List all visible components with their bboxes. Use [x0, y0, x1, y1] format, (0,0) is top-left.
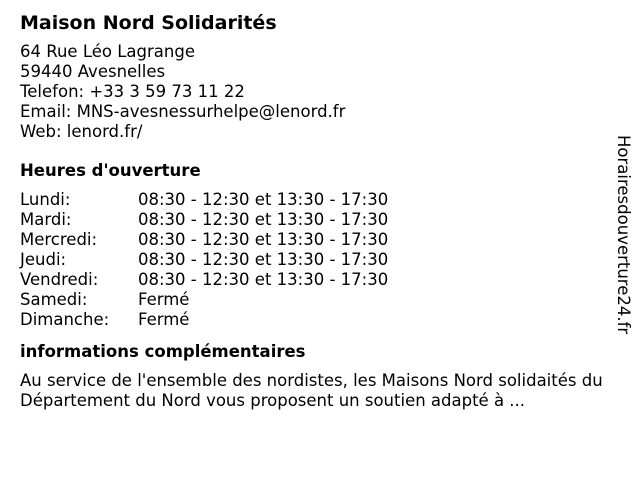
additional-info-heading: informations complémentaires — [20, 342, 306, 361]
watermark-text: Horairesdouverture24.fr — [614, 135, 633, 335]
email-line: Email: MNS-avesnessurhelpe@lenord.fr — [20, 102, 346, 121]
hours-row-thursday — [20, 250, 610, 270]
time-value: 08:30 - 12:30 et 13:30 - 17:30 — [138, 230, 389, 249]
day-label: Mardi: — [20, 210, 72, 229]
opening-hours-heading: Heures d'ouverture — [20, 161, 201, 180]
day-label: Lundi: — [20, 190, 71, 209]
phone-line: Telefon: +33 3 59 73 11 22 — [20, 82, 245, 101]
time-value: 08:30 - 12:30 et 13:30 - 17:30 — [138, 190, 389, 209]
time-value: 08:30 - 12:30 et 13:30 - 17:30 — [138, 270, 389, 289]
address-city: 59440 Avesnelles — [20, 62, 166, 81]
hours-row-tuesday — [20, 210, 610, 230]
address-block — [20, 42, 610, 142]
hours-row-saturday — [20, 290, 610, 310]
hours-row-monday — [20, 190, 610, 210]
day-label: Vendredi: — [20, 270, 99, 289]
place-name: Maison Nord Solidarités — [20, 12, 277, 34]
day-label: Jeudi: — [20, 250, 67, 269]
time-value: Fermé — [138, 310, 190, 329]
hours-row-sunday — [20, 310, 610, 330]
time-value: 08:30 - 12:30 et 13:30 - 17:30 — [138, 250, 389, 269]
additional-info-text: Au service de l'ensemble des nordistes, les Maisons Nord solidaités du Département du Nord vous proposent un soutien adapté à ... — [20, 371, 603, 410]
day-label: Dimanche: — [20, 310, 110, 329]
opening-hours-table — [20, 190, 610, 330]
address-street: 64 Rue Léo Lagrange — [20, 42, 195, 61]
hours-row-friday — [20, 270, 610, 290]
day-label: Samedi: — [20, 290, 88, 309]
day-label: Mercredi: — [20, 230, 98, 249]
time-value: Fermé — [138, 290, 190, 309]
place-details — [20, 10, 610, 411]
hours-row-wednesday — [20, 230, 610, 250]
web-line: Web: lenord.fr/ — [20, 122, 143, 141]
time-value: 08:30 - 12:30 et 13:30 - 17:30 — [138, 210, 389, 229]
